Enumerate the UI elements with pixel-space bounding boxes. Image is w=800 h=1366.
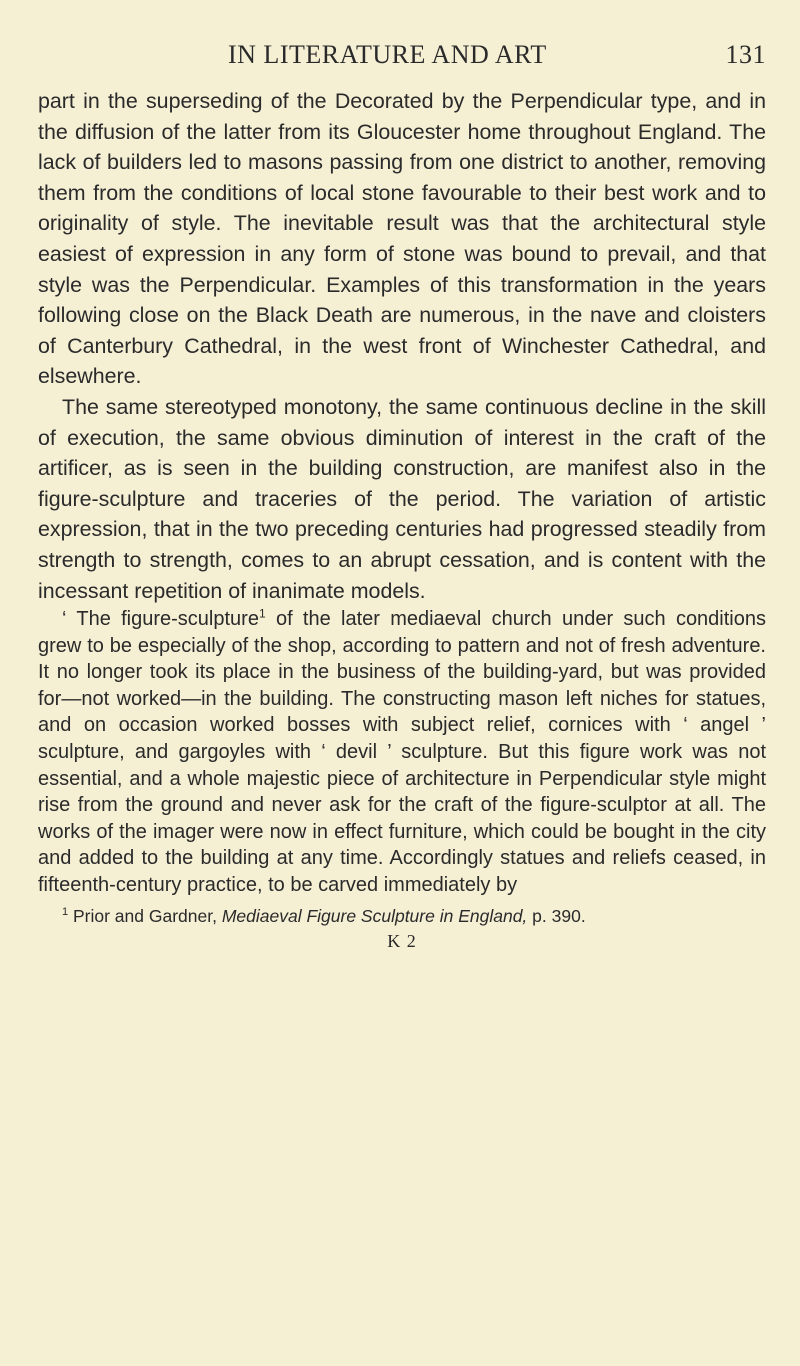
footnote-pages: p. 390. [527, 905, 586, 926]
paragraph-1: part in the superseding of the Decorated by the Perpendicular type, and in the diffusion of the latter from its Gloucester home throughout England. The lack of builders led to masons passing from one district to another, removing them from the conditions of local stone favourable to their best work and to originality of style. The inevitable result was that the architectural style easiest of expression in any form of stone was bound to prevail, and that style was the Perpendicular. Examples of this transformation in the years following close on the Black Death are numerous, in the nave and cloisters of Canterbury Cathedral, in the west front of Winchester Cathedral, and elsewhere. [38, 89, 766, 389]
paragraph-2: The same stereotyped monotony, the same continuous decline in the skill of execution, the same obvious diminution of interest in the craft of the artificer, as is seen in the building construction, are manifest also in the figure-sculpture and traceries of the period. The variation of artistic expression, that in the two preceding centuries had progressed steadily from strength to strength, comes to an abrupt cessation, and is content with the incessant repetition of inanimate models. [38, 394, 766, 603]
paragraph-3-start: ‘ The figure-sculpture [62, 608, 259, 631]
paragraph-3 [38, 606, 766, 899]
footnote-title: Mediaeval Figure Sculpture in England, [221, 905, 528, 926]
running-title: IN LITERATURE AND ART [228, 40, 547, 69]
paragraph-3-rest: of the later mediaeval church under such conditions grew to be especially of the shop, according to pattern and not of fresh adventure. It no longer took its place in the business of the building-yard, but was provided for—not worked—in the building. The constructing mason left niches for statues, and on occasion worked bosses with subject relief, cornices with ‘ angel ’ sculpture, and gargoyles with ‘ devil ’ sculpture. But this figure work was not essential, and a whole majestic piece of architecture in Perpendicular style might rise from the ground and never ask for the craft of the figure-sculptor at all. The works of the imager were now in effect furniture, which could be bought in the city and added to the building at any time. Accordingly statues and reliefs ceased, in fifteenth-century practice, to be carved immediately by [38, 608, 766, 897]
footnote-reference: 1 [258, 606, 266, 621]
running-head [38, 40, 766, 80]
page-number: 131 [725, 40, 766, 69]
footnote [38, 905, 766, 927]
footnote-authors: Prior and Gardner, [68, 905, 222, 926]
footnote-marker: 1 [62, 905, 69, 918]
book-page [38, 40, 766, 952]
signature-mark: K 2 [387, 930, 417, 951]
